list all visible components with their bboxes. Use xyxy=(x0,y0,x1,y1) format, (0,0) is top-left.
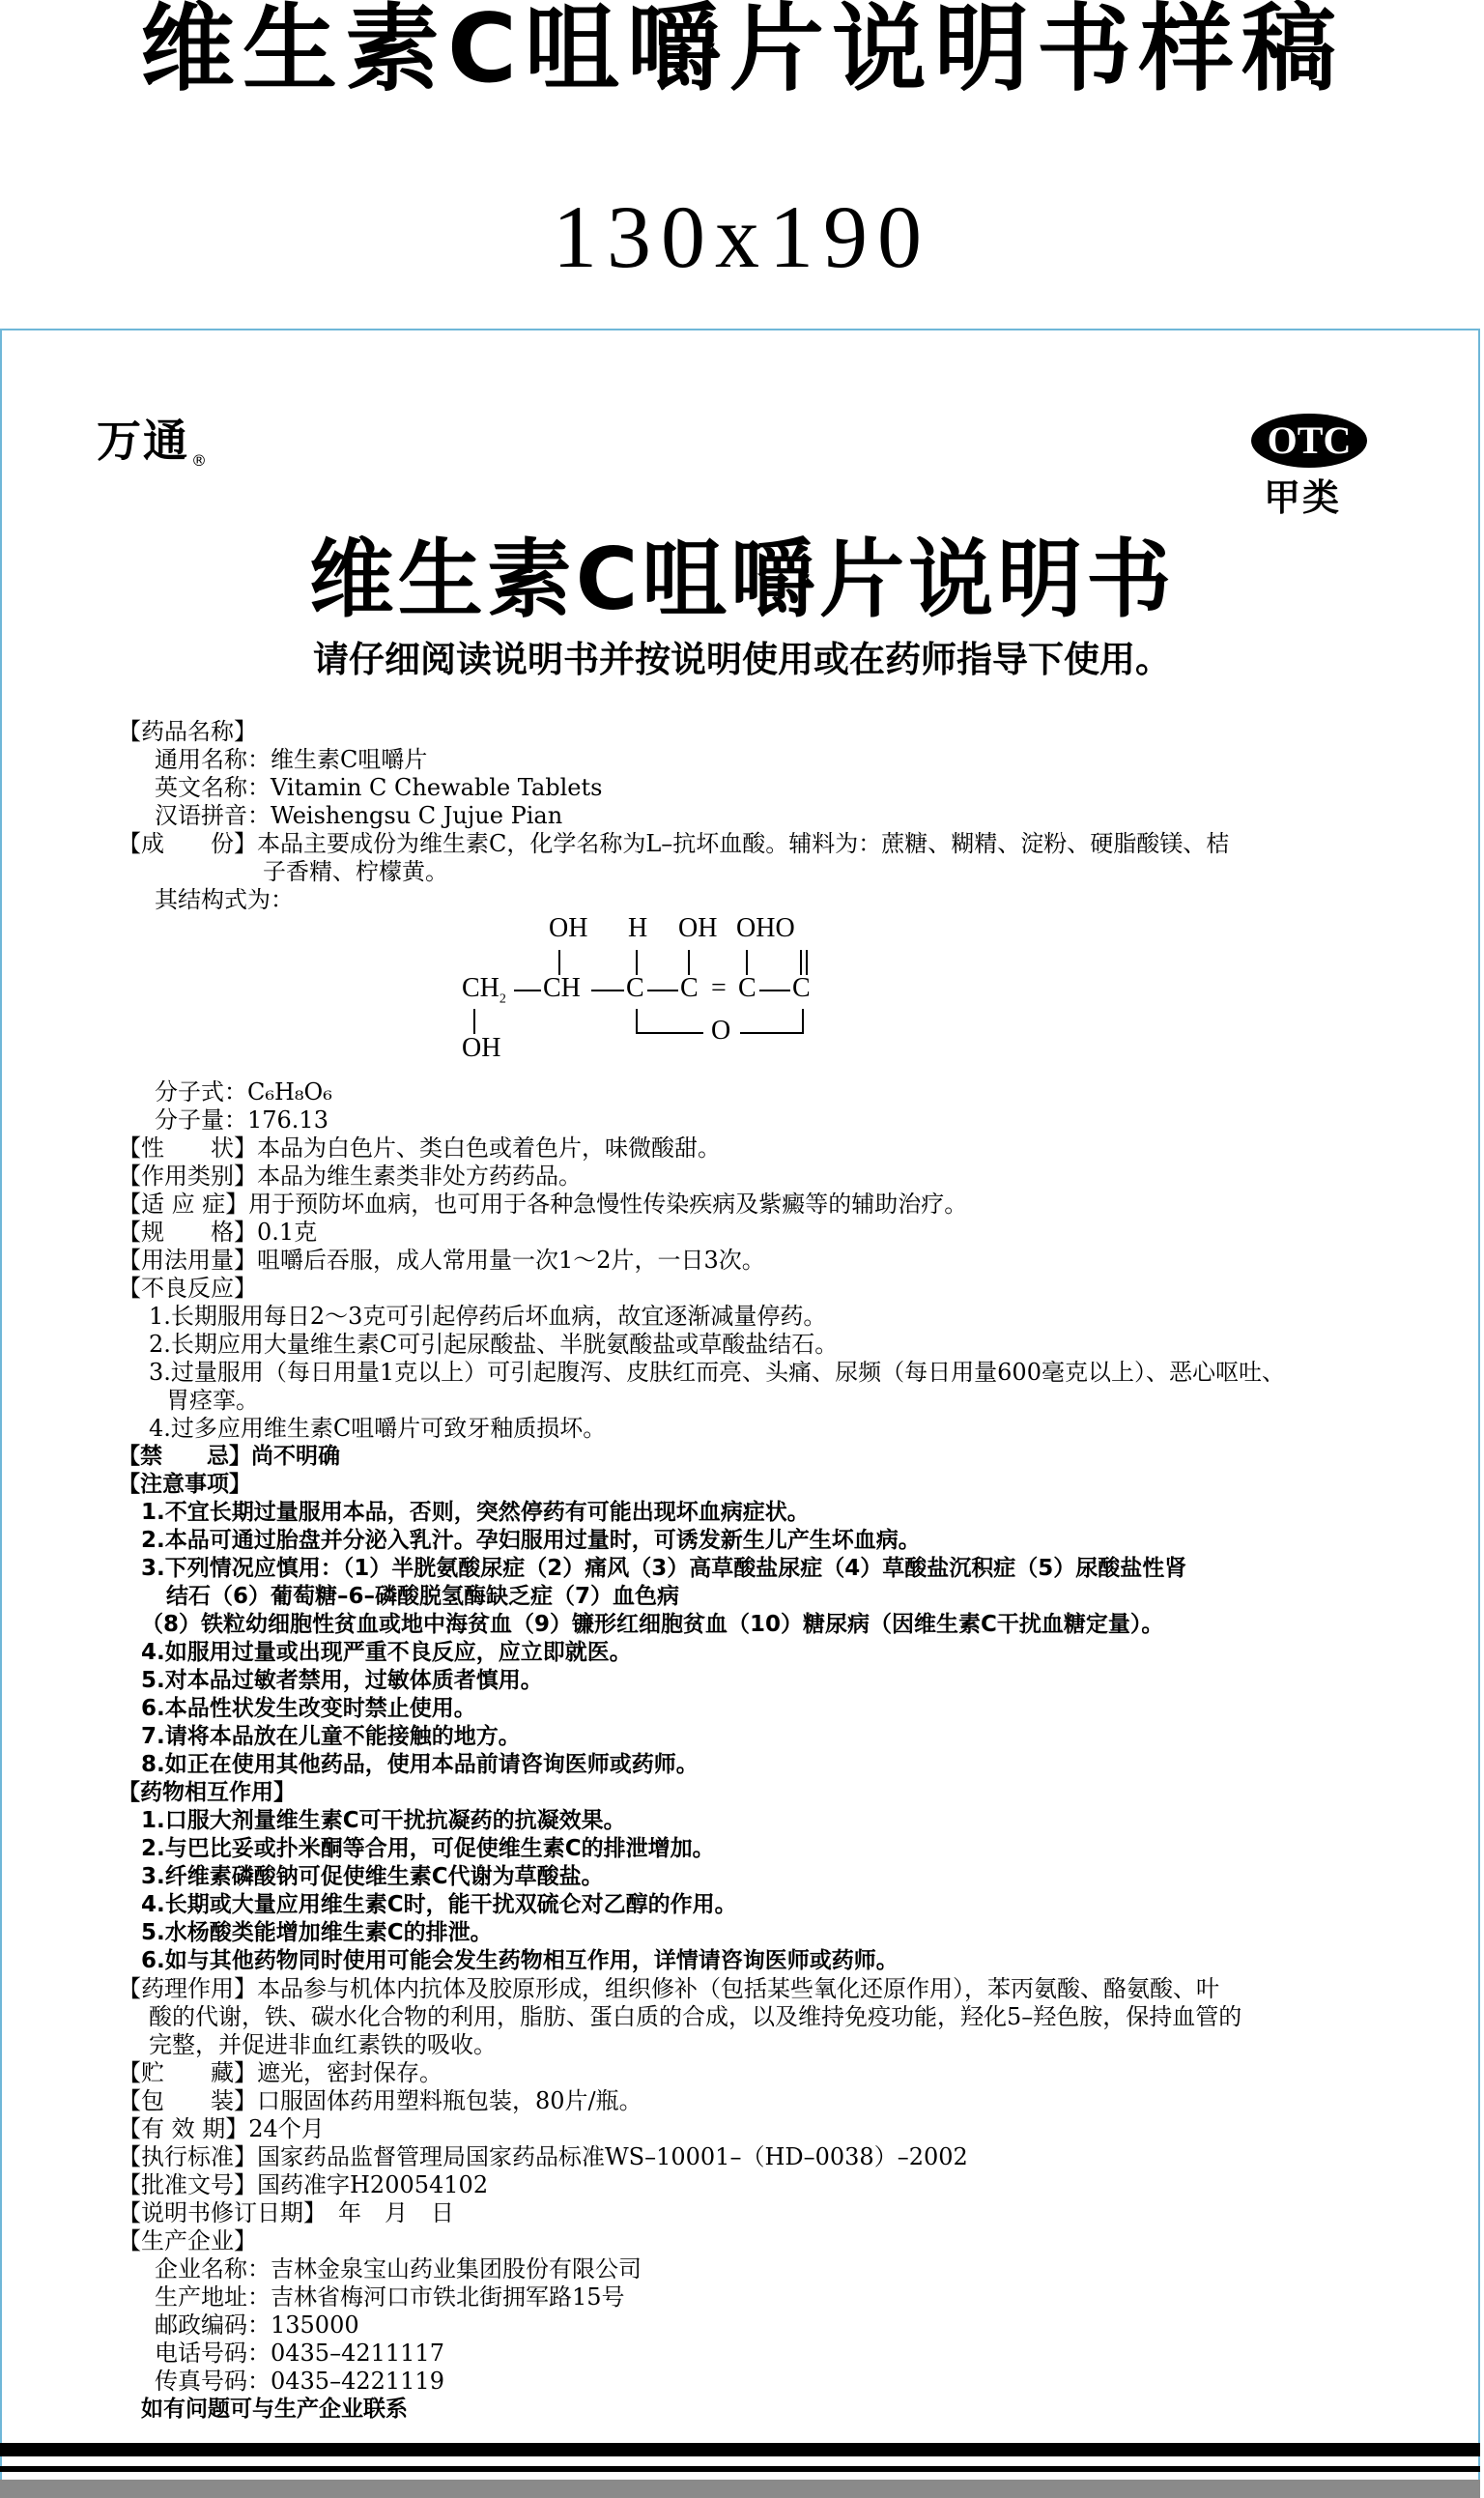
formula-c-2: C xyxy=(680,973,699,1003)
section-shelf-life: 【有 效 期】24个月 xyxy=(118,2115,325,2142)
generic-name: 通用名称：维生素C咀嚼片 xyxy=(155,746,428,773)
formula-oho: OHO xyxy=(736,913,795,943)
formula-oh-bottom: OH xyxy=(462,1033,501,1063)
bond xyxy=(806,950,808,975)
adverse-item: 1.长期服用每日2～3克可引起停药后坏血病，故宜逐渐减量停药。 xyxy=(149,1303,827,1330)
interaction-item: 2.与巴比妥或扑米酮等合用，可促使维生素C的排泄增加。 xyxy=(141,1836,715,1861)
molecular-weight: 分子量：176.13 xyxy=(155,1106,328,1134)
precaution-item: 6.本品性状发生改变时禁止使用。 xyxy=(141,1696,476,1721)
section-ingredients: 【成 份】本品主要成份为维生素C，化学名称为L–抗坏血酸。辅料为：蔗糖、糊精、淀粉、硬脂酸镁、桔 xyxy=(118,830,1230,857)
pinyin-name: 汉语拼音：Weishengsu C Jujue Pian xyxy=(155,802,563,829)
bond xyxy=(636,1009,638,1034)
bond xyxy=(514,990,541,991)
precaution-item: 8.如正在使用其他药品，使用本品前请咨询医师或药师。 xyxy=(141,1752,699,1777)
section-drug-name: 【药品名称】 xyxy=(118,718,257,745)
structural-formula xyxy=(118,914,1374,1078)
formula-ring-oxygen: O xyxy=(711,1016,731,1046)
section-precautions: 【注意事项】 xyxy=(118,1472,251,1497)
pharmacology-continued: 酸的代谢，铁、碳水化合物的利用，脂肪、蛋白质的合成，以及维持免疫功能，羟化5–羟色胺，保持血管的 xyxy=(149,2003,1242,2030)
formula-ch2-subscript: 2 xyxy=(499,991,506,1007)
sample-title: 维生素C咀嚼片说明书样稿 xyxy=(140,0,1344,104)
formula-oh-2: OH xyxy=(678,913,718,943)
formula-oh-1: OH xyxy=(549,913,588,943)
interaction-item: 6.如与其他药物同时使用可能会发生药物相互作用，详情请咨询医师或药师。 xyxy=(141,1948,899,1973)
section-category: 【作用类别】本品为维生素类非处方药药品。 xyxy=(118,1163,582,1190)
bond xyxy=(558,950,560,975)
reading-notice: 请仔细阅读说明书并按说明使用或在药师指导下使用。 xyxy=(313,639,1171,680)
bond xyxy=(636,1032,703,1034)
bond xyxy=(740,1032,802,1034)
precaution-item-continued: （8）铁粒幼细胞性贫血或地中海贫血（9）镰形红细胞贫血（10）糖尿病（因维生素C干扰血糖定量）。 xyxy=(141,1612,1164,1637)
leaflet-body xyxy=(118,718,1374,2424)
ingredients-continued: 子香精、柠檬黄。 xyxy=(263,858,448,885)
interaction-item: 4.长期或大量应用维生素C时，能干扰双硫仑对乙醇的作用。 xyxy=(141,1892,737,1917)
section-indications: 【适 应 症】用于预防坏血病，也可用于各种急慢性传染疾病及紫癜等的辅助治疗。 xyxy=(118,1191,968,1218)
bond xyxy=(473,1009,475,1034)
precaution-item: 7.请将本品放在儿童不能接触的地方。 xyxy=(141,1724,521,1749)
interaction-item: 3.纤维素磷酸钠可促使维生素C代谢为草酸盐。 xyxy=(141,1864,604,1889)
molecular-formula: 分子式：C₆H₈O₆ xyxy=(155,1078,332,1105)
formula-c-3: C xyxy=(738,973,756,1003)
precaution-item: 2.本品可通过胎盘并分泌入乳汁。孕妇服用过量时，可诱发新生儿产生坏血病。 xyxy=(141,1528,921,1553)
otc-badge: OTC xyxy=(1251,414,1367,468)
section-appearance: 【性 状】本品为白色片、类白色或着色片，味微酸甜。 xyxy=(118,1134,721,1162)
bond xyxy=(759,990,790,991)
section-revision-date: 【说明书修订日期】 年 月 日 xyxy=(118,2199,454,2226)
precaution-item: 4.如服用过量或出现严重不良反应，应立即就医。 xyxy=(141,1640,632,1665)
adverse-item: 3.过量服用（每日用量1克以上）可引起腹泻、皮肤红而亮、头痛、尿频（每日用量600毫克以上）、恶心呕吐、 xyxy=(149,1359,1285,1386)
formula-ch: CH xyxy=(543,973,581,1003)
interaction-item: 5.水杨酸类能增加维生素C的排泄。 xyxy=(141,1920,493,1945)
precaution-item: 1.不宜长期过量服用本品，否则，突然停药有可能出现坏血病症状。 xyxy=(141,1500,810,1525)
company-address: 生产地址：吉林省梅河口市铁北街拥军路15号 xyxy=(155,2283,625,2311)
bond xyxy=(746,950,748,975)
otc-class-label: 甲类 xyxy=(1264,476,1342,519)
section-storage: 【贮 藏】遮光，密封保存。 xyxy=(118,2059,442,2086)
company-name: 企业名称：吉林金泉宝山药业集团股份有限公司 xyxy=(155,2255,642,2283)
section-pharmacology: 【药理作用】本品参与机体内抗体及胶原形成，组织修补（包括某些氧化还原作用），苯丙氨酸、酪氨酸、叶 xyxy=(118,1975,1219,2002)
section-manufacturer: 【生产企业】 xyxy=(118,2227,257,2254)
bond xyxy=(647,990,678,991)
section-contraindications: 【禁 忌】尚不明确 xyxy=(118,1444,340,1469)
english-name: 英文名称：Vitamin C Chewable Tablets xyxy=(155,774,603,801)
precaution-item: 5.对本品过敏者禁用，过敏体质者慎用。 xyxy=(141,1668,543,1693)
leaflet-title: 维生素C咀嚼片说明书 xyxy=(308,530,1176,629)
formula-double-bond: = xyxy=(711,973,727,1003)
dimension-label: 130x190 xyxy=(553,187,931,286)
brand-logo xyxy=(97,406,209,470)
brand-name: 万通 xyxy=(97,415,189,467)
formula-c-4: C xyxy=(792,973,811,1003)
bottom-bar-gray xyxy=(0,2480,1480,2498)
section-approval-number: 【批准文号】国药准字H20054102 xyxy=(118,2171,489,2198)
bottom-bar xyxy=(0,2443,1480,2456)
formula-c-1: C xyxy=(626,973,644,1003)
phone-number: 电话号码：0435–4211117 xyxy=(155,2340,444,2367)
bond xyxy=(636,950,638,975)
section-packaging: 【包 装】口服固体药用塑料瓶包装，80片/瓶。 xyxy=(118,2087,642,2114)
section-standard: 【执行标准】国家药品监督管理局国家药品标准WS–10001–（HD–0038）–2002 xyxy=(118,2143,968,2170)
section-adverse-reactions: 【不良反应】 xyxy=(118,1275,257,1302)
adverse-item-continued: 胃痉挛。 xyxy=(166,1387,259,1414)
formula-h: H xyxy=(628,913,648,943)
adverse-item: 2.长期应用大量维生素C可引起尿酸盐、半胱氨酸盐或草酸盐结石。 xyxy=(149,1331,839,1358)
registered-mark: ® xyxy=(191,451,209,470)
contact-note: 如有问题可与生产企业联系 xyxy=(141,2397,408,2422)
precaution-item: 3.下列情况应慎用：（1）半胱氨酸尿症（2）痛风（3）高草酸盐尿症（4）草酸盐沉积症（5）尿酸盐性肾 xyxy=(141,1556,1187,1581)
section-strength: 【规 格】0.1克 xyxy=(118,1219,318,1246)
fax-number: 传真号码：0435–4221119 xyxy=(155,2368,444,2395)
pharmacology-continued: 完整，并促进非血红素铁的吸收。 xyxy=(149,2031,497,2058)
bond xyxy=(800,950,802,975)
section-dosage: 【用法用量】咀嚼后吞服，成人常用量一次1～2片，一日3次。 xyxy=(118,1247,765,1274)
formula-ch2-text: CH xyxy=(462,973,499,1003)
bond xyxy=(802,1009,804,1034)
section-interactions: 【药物相互作用】 xyxy=(118,1780,296,1805)
postal-code: 邮政编码：135000 xyxy=(155,2311,359,2339)
adverse-item: 4.过多应用维生素C咀嚼片可致牙釉质损坏。 xyxy=(149,1415,607,1442)
bond xyxy=(591,990,624,991)
structure-caption: 其结构式为： xyxy=(155,886,294,913)
precaution-item-continued: 结石（6）葡萄糖–6–磷酸脱氢酶缺乏症（7）血色病 xyxy=(166,1584,680,1609)
interaction-item: 1.口服大剂量维生素C可干扰抗凝药的抗凝效果。 xyxy=(141,1808,626,1833)
formula-ch2 xyxy=(462,974,506,1014)
bottom-bar-thin xyxy=(0,2466,1480,2472)
bond xyxy=(688,950,690,975)
